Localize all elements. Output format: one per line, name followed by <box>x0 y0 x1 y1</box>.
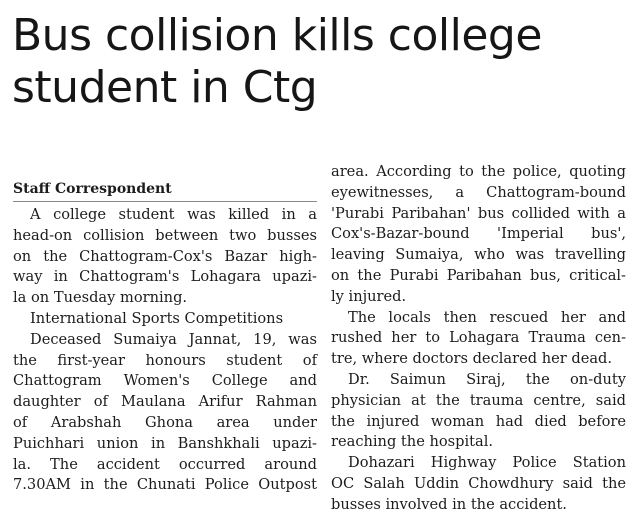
text-line: International Sports Competitions <box>30 309 284 327</box>
text-line: busses involved in the accident. <box>331 495 567 513</box>
text-line: Dr. Saimun Siraj, the on-duty <box>348 370 626 388</box>
paragraph-2 <box>13 309 317 330</box>
text-line: Deceased Sumaiya Jannat, 19, was <box>30 330 317 348</box>
text-line: Chattogram Women's College and <box>13 372 317 390</box>
text-line: 7.30AM in the Chunati Police Outpost <box>13 476 317 494</box>
text-line: OC Salah Uddin Chowdhury said the <box>331 474 626 492</box>
headline-line-2: student in Ctg <box>12 62 318 113</box>
article-column-left <box>13 180 317 496</box>
text-line: physician at the trauma centre, said <box>331 391 626 409</box>
text-line: of Arabshah Ghona area under <box>13 413 317 431</box>
paragraph-1 <box>13 205 317 309</box>
text-line: daughter of Maulana Arifur Rahman <box>13 393 317 411</box>
text-line: the injured woman had died before <box>331 412 626 430</box>
text-line: Cox's-Bazar-bound 'Imperial bus', <box>331 225 626 243</box>
text-line: A college student was killed in a <box>30 206 317 223</box>
paragraph-4 <box>331 162 626 308</box>
text-line: on the Chattogram-Cox's Bazar high- <box>13 247 317 265</box>
text-line: the first-year honours student of <box>13 351 317 369</box>
text-line: ly injured. <box>331 287 407 305</box>
paragraph-3 <box>13 330 317 496</box>
byline: Staff Correspondent <box>13 180 317 202</box>
text-line: la. The accident occurred around <box>13 455 317 473</box>
text-line: reaching the hospital. <box>331 433 494 451</box>
text-line: The locals then rescued her and <box>348 308 626 326</box>
text-line: Puichhari union in Banshkhali upazi- <box>13 434 317 452</box>
paragraph-7 <box>331 453 626 515</box>
text-line: rushed her to Lohagara Trauma cen- <box>331 329 626 347</box>
text-line: on the Purabi Paribahan bus, critical- <box>331 266 626 284</box>
text-line: 'Purabi Paribahan' bus collided with a <box>331 204 626 222</box>
text-line: way in Chattogram's Lohagara upazi- <box>13 268 317 286</box>
text-line: la on Tuesday morning. <box>13 289 188 307</box>
headline-line-1: Bus collision kills college <box>12 10 542 61</box>
article-column-right <box>331 162 626 516</box>
text-line: Dohazari Highway Police Station <box>348 454 626 472</box>
text-line: area. According to the police, quoting <box>331 163 626 180</box>
paragraph-5 <box>331 308 626 370</box>
text-line: eyewitnesses, a Chattogram-bound <box>331 183 626 201</box>
text-line: tre, where doctors declared her dead. <box>331 350 613 368</box>
paragraph-6 <box>331 370 626 453</box>
text-line: head-on collision between two busses <box>13 226 317 244</box>
text-line: leaving Sumaiya, who was travelling <box>331 246 626 264</box>
headline <box>12 10 627 114</box>
